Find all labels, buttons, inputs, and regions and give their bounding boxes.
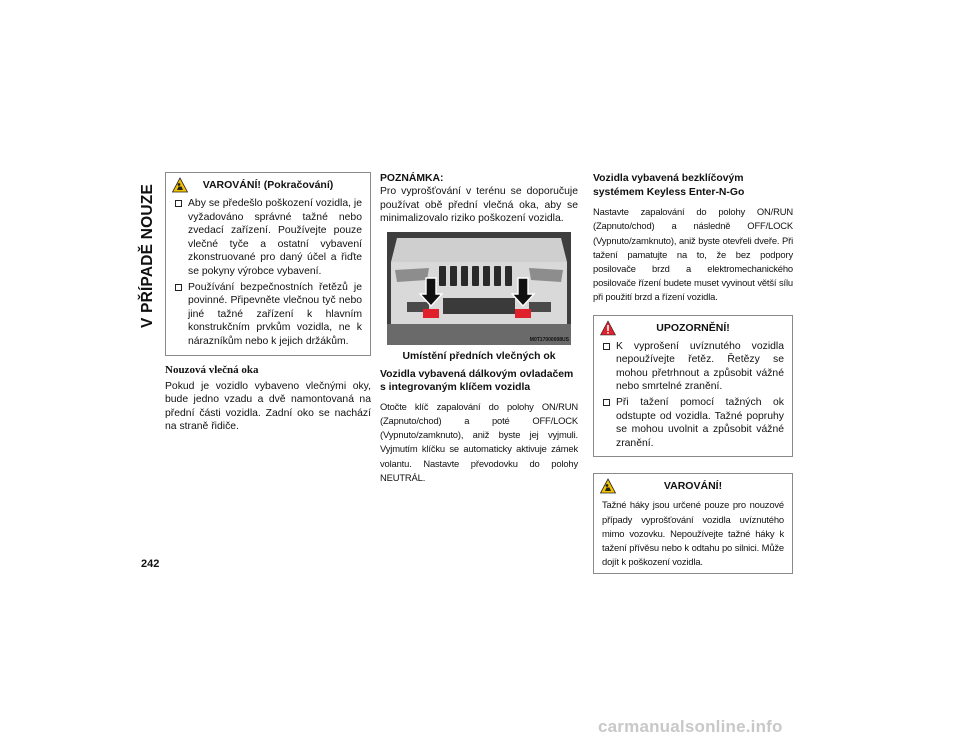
page-number: 242 (141, 558, 160, 570)
watermark: carmanualsonline.info (598, 717, 783, 736)
subsection-text: Otočte klíč zapalování do polohy ON/RUN (Zapnuto/chod) a poté OFF/LOCK (Vypnuto/zamknuto), aniž byste jej vyjmuli. Vyjmutím klíčku se automaticky aktivuje zámek volantu. Nastavte převodovku do polohy NEUTRÁL. (380, 400, 578, 483)
warning-item: Používání bezpečnostních řetězů je povinné. Připevněte vlečnou tyč nebo jiné tažné zařízení k hlavním konstrukčním prvkům vozidla, ne k nárazníkům nebo k jejich držákům. (174, 281, 362, 349)
warning-text: Tažné háky jsou určené pouze pro nouzové případy vyprošťování vozidla uvíznutého mimo vozovku. Nepoužívejte tažné háky k tažení přívěsu nebo k odtahu po silnici. Může dojít k poškození vozidla. (602, 499, 784, 568)
warning-box (593, 473, 793, 574)
caution-box-header (594, 316, 792, 340)
caution-box-body (594, 340, 792, 457)
warning-box-body (166, 197, 370, 355)
caution-box-title: UPOZORNĚNÍ! (656, 321, 730, 334)
column-left (165, 172, 371, 434)
warning-item: Aby se předešlo poškození vozidla, je vyžadováno správné tažné nebo zvedací zařízení. Používejte pouze vlečné tyče a ostatní vybavení zkonstruované pro daný účel a řiďte se pokyny výrobce vybavení. (174, 197, 362, 279)
column-right (593, 172, 793, 574)
warning-driver-icon (600, 478, 616, 494)
section-text: Pokud je vozidlo vybaveno vlečnými oky, bude jedno vzadu a dvě namontovaná na přední části vozidla. Zadní oko se nachází na straně řidiče. (165, 380, 371, 433)
subsection-text: Nastavte zapalování do polohy ON/RUN (Zapnuto/chod) a následně OFF/LOCK (Vypnuto/zamknuto), aniž byste otevřeli dveře. Při tažení pamatujte na to, že bez podpory posilovače brzd a elektromechanického posilovače řízení budete muset vyvinout větší sílu při použití brzd a řízení vozidla. (593, 206, 793, 303)
warning-box-header (166, 173, 370, 197)
warning-box-body (594, 498, 792, 573)
note-title: POZNÁMKA: (380, 173, 444, 184)
caution-triangle-icon (600, 320, 616, 336)
warning-box-title: VAROVÁNÍ! (Pokračování) (202, 179, 334, 191)
chapter-title: V PŘÍPADĚ NOUZE (139, 184, 156, 328)
warning-driver-icon (172, 177, 188, 193)
section-title: Nouzová vlečná oka (165, 363, 259, 376)
caution-item: K vyprošení uvíznutého vozidla nepoužívejte řetěz. Řetězy se mohou přetrhnout a způsobit vážné nebo smrtelné zranění. (602, 340, 784, 394)
chapter-side-tab (138, 176, 158, 336)
caution-item: Při tažení pomocí tažných ok odstupte od vozidla. Tažné popruhy se mohou uvolnit a způsobit vážné zranění. (602, 396, 784, 450)
caution-box (593, 315, 793, 458)
column-middle (380, 172, 578, 485)
note-text: Pro vyprošťování v terénu se doporučuje používat obě přední vlečná oka, aby se minimalizovalo riziko poškození vozidla. (380, 186, 578, 224)
image-reference: M0T17000008US (529, 336, 569, 343)
warning-box-continued (165, 172, 371, 356)
vehicle-front-illustration (387, 232, 571, 345)
warning-box-title: VAROVÁNÍ! (663, 480, 723, 493)
subsection-title: Vozidla vybavená bezklíčovým systémem Keyless Enter-N-Go (593, 173, 745, 198)
warning-box-header (594, 474, 792, 498)
tow-hooks-photo (387, 232, 571, 345)
image-caption: Umístění předních vlečných ok (402, 350, 556, 362)
subsection-title: Vozidla vybavená dálkovým ovladačem s integrovaným klíčem vozidla (380, 368, 574, 394)
